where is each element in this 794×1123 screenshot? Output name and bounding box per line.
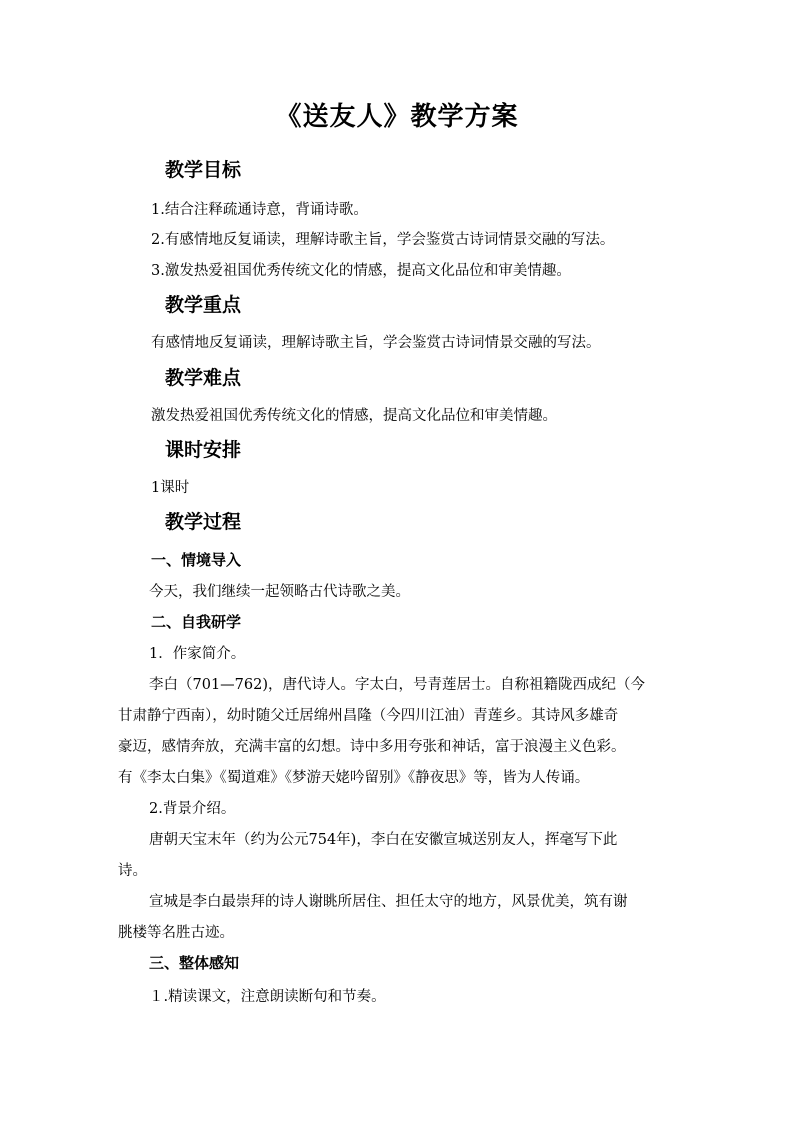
step3-heading: 三、整体感知: [149, 954, 240, 972]
xuancheng-line-2: 朓楼等名胜古迹。: [118, 925, 234, 941]
xuancheng-line-1: 宣城是李白最崇拜的诗人谢眺所居住、担任太守的地方，风景优美，筑有谢: [149, 894, 628, 910]
process-heading: 教学过程: [165, 511, 242, 533]
background-line-2: 诗。: [118, 863, 147, 879]
difficulties-text: 激发热爱祖国优秀传统文化的情感，提高文化品位和审美情趣。: [151, 408, 557, 424]
step1-heading: 一、情境导入: [151, 551, 242, 569]
key-points-text: 有感情地反复诵读，理解诗歌主旨，学会鉴赏古诗词情景交融的写法。: [151, 335, 601, 351]
goal-item-3: 3.激发热爱祖国优秀传统文化的情感，提高文化品位和审美情趣。: [151, 263, 571, 279]
reading-subheading: １.精读课文，注意朗读断句和节奏。: [149, 989, 386, 1005]
author-intro-subheading: 1．作家简介。: [149, 646, 246, 662]
goal-item-2: 2.有感情地反复诵读，理解诗歌主旨，学会鉴赏古诗词情景交融的写法。: [151, 232, 615, 248]
author-line-1: 李白（701—762)，唐代诗人。字太白，号青莲居士。自称祖籍陇西成纪（今: [149, 677, 646, 693]
author-line-3: 豪迈，感情奔放，充满丰富的幻想。诗中多用夸张和神话，富于浪漫主义色彩。: [118, 739, 626, 755]
schedule-text: 1课时: [151, 480, 190, 496]
key-points-heading: 教学重点: [165, 294, 242, 316]
step2-heading: 二、自我研学: [151, 613, 242, 631]
step1-text: 今天，我们继续一起领略古代诗歌之美。: [149, 584, 410, 600]
schedule-heading: 课时安排: [165, 439, 242, 461]
difficulties-heading: 教学难点: [165, 367, 242, 389]
goals-heading: 教学目标: [165, 159, 242, 181]
background-subheading: 2.背景介绍。: [149, 801, 236, 817]
background-line-1: 唐朝天宝末年（约为公元754年)，李白在安徽宣城送别友人，挥毫写下此: [149, 832, 618, 848]
goal-item-1: 1.结合注释疏通诗意，背诵诗歌。: [151, 202, 368, 218]
page-title: 《送友人》教学方案: [275, 102, 519, 132]
author-line-2: 甘肃静宁西南），幼时随父迁居绵州昌隆（今四川江油）青莲乡。其诗风多雄奇: [118, 708, 619, 724]
author-line-4: 有《李太白集》《蜀道难》《梦游天姥吟留别》《静夜思》等，皆为人传诵。: [118, 770, 590, 786]
